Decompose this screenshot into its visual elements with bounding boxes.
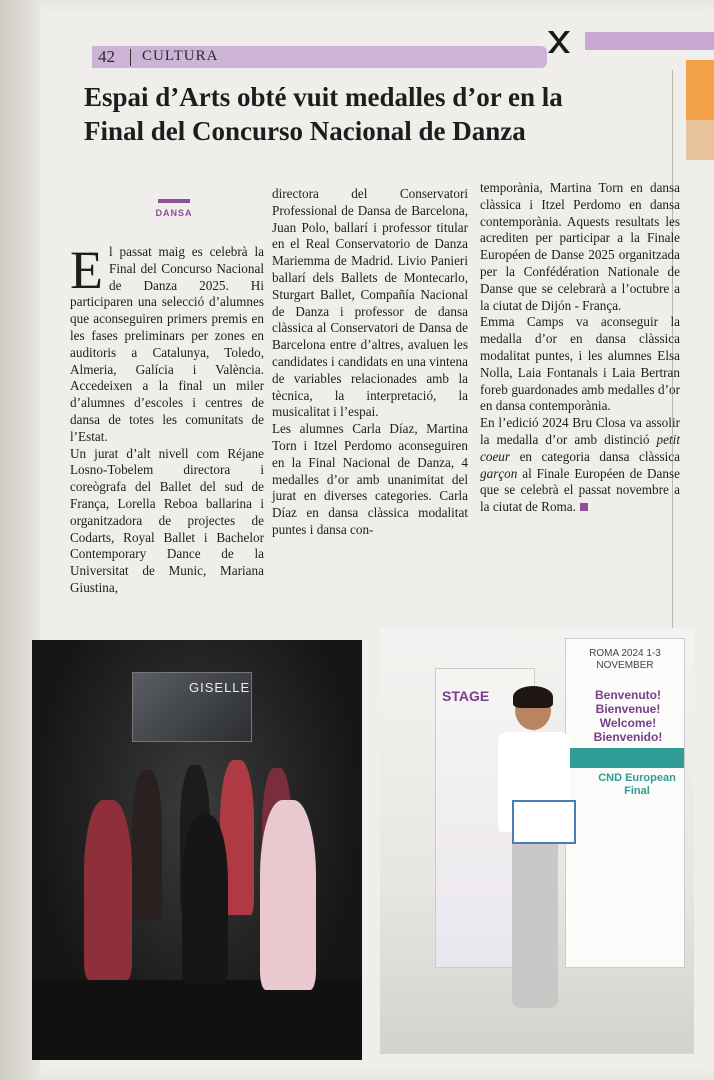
drop-cap: E bbox=[70, 240, 103, 300]
header-band-right bbox=[585, 32, 714, 50]
paragraph: temporània, Martina Torn en dansa clàssica i Itzel Perdomo en dansa contemporània. Aquests resultats les acrediten per participar a la Finale Européen de Danse 2025 organitzada per la Confédération Nationale de Danse que se celebrarà a l’octubre a la ciutat de Dijón - França. bbox=[480, 180, 680, 313]
end-mark bbox=[580, 503, 588, 511]
paragraph-text: l passat maig es celebrà la Final del Concurso Nacional de Danza 2025. Hi participaren una selecció d’alumnes que aconseguiren primers premis en les fases preliminars per zones en auditoris a Catalunya, Toledo, Almeria, Galícia i València. Accedeixen a la final un miler d’alumnes d’escoles i centres de dansa de totes les comunitats de l’Estat. bbox=[70, 244, 264, 444]
dancer-figure bbox=[182, 815, 228, 985]
stage-floor bbox=[32, 980, 362, 1060]
paragraph: Un jurat d’alt nivell com Réjane Losno-Tobelem directora i coreògrafa del Ballet del sud de França, Lorella Reboa ballarina i organitzadora de projectes de Codarts, Royal Ballet i Bachelor Contemporary Dance de la Universitat de Munic, Mariana Giustina, bbox=[70, 445, 264, 595]
dancer-figure bbox=[132, 770, 162, 920]
paragraph-text: En l’edició 2024 Bru Closa va assolir la medalla d’or amb distinció bbox=[480, 415, 680, 447]
adjacent-page-image-2 bbox=[686, 120, 714, 160]
diploma bbox=[512, 800, 576, 844]
emphasis-text: petit coeur bbox=[480, 431, 680, 464]
emphasis-text: garçon bbox=[480, 465, 518, 481]
photo-award-winner bbox=[380, 628, 694, 1054]
welcome-text: Benvenuto! Bienvenue! Welcome! Bienvenido! bbox=[593, 688, 663, 744]
paragraph-text: al Finale Européen de Danse que se celebrà el passat novembre a la ciutat de Roma. bbox=[480, 465, 680, 515]
header-divider bbox=[130, 49, 131, 66]
roma-label: ROMA 2024 1-3 NOVEMBER bbox=[589, 648, 661, 671]
banner-band bbox=[568, 748, 684, 768]
cnd-label: CND European Final bbox=[598, 772, 676, 797]
paragraph bbox=[480, 415, 680, 516]
article-column-1 bbox=[70, 240, 264, 597]
publication-logo-icon bbox=[545, 28, 573, 56]
article-column-3 bbox=[480, 180, 680, 516]
photo-dancers-group bbox=[32, 640, 362, 1060]
figure-legs bbox=[512, 828, 558, 1008]
paragraph: directora del Conservatori Professional de Dansa de Barcelona, Juan Polo, ballarí i professor titular en el Real Conservatorio de Danza Mariemma de Madrid. Livio Panieri ballarí dels Ballets de Montecarlo, Sturgart Ballet, Compañía Nacional de Danza i professor de dansa clàssica al Conservatori de Dansa de Barcelona entre d’altres, avaluen les candidates i candidats en una vintena de variables relacionades amb la tècnica, la interpretació, la musicalitat i l’espai. bbox=[272, 186, 468, 420]
dancer-figure bbox=[84, 800, 132, 980]
article-tag: DANSA bbox=[155, 208, 193, 218]
poster-title: GISELLE bbox=[189, 680, 251, 695]
paragraph: Emma Camps va aconseguir la medalla d’or en dansa clàssica modalitat puntes, i les alumnes Elsa Nolla, Laia Fontanals i Laia Bertran foreb guardonades amb medalles d’or en dansa contemporània. bbox=[480, 314, 680, 414]
paragraph bbox=[70, 240, 264, 446]
page-number: 42 bbox=[98, 47, 115, 66]
adjacent-page-image bbox=[686, 60, 714, 120]
dancer-figure bbox=[260, 800, 316, 990]
article-column-2 bbox=[272, 186, 468, 539]
stage-banner-label: STAGE bbox=[442, 688, 490, 704]
tag-bar bbox=[158, 199, 190, 203]
paragraph: Les alumnes Carla Díaz, Martina Torn i Itzel Perdomo aconseguiren en la Final Nacional de Danza, 4 medalles d’or amb unanimitat del jurat en diverses categories. Carla Díaz en dansa clàssica modalitat puntes i dansa con- bbox=[272, 421, 468, 537]
article-title: Espai d’Arts obté vuit medalles d’or en la Final del Concurso Nacional de Danza bbox=[84, 82, 563, 146]
figure-hair bbox=[513, 686, 553, 708]
paragraph-text: en categoria dansa clàssica bbox=[510, 448, 680, 464]
section-name: CULTURA bbox=[142, 48, 219, 64]
